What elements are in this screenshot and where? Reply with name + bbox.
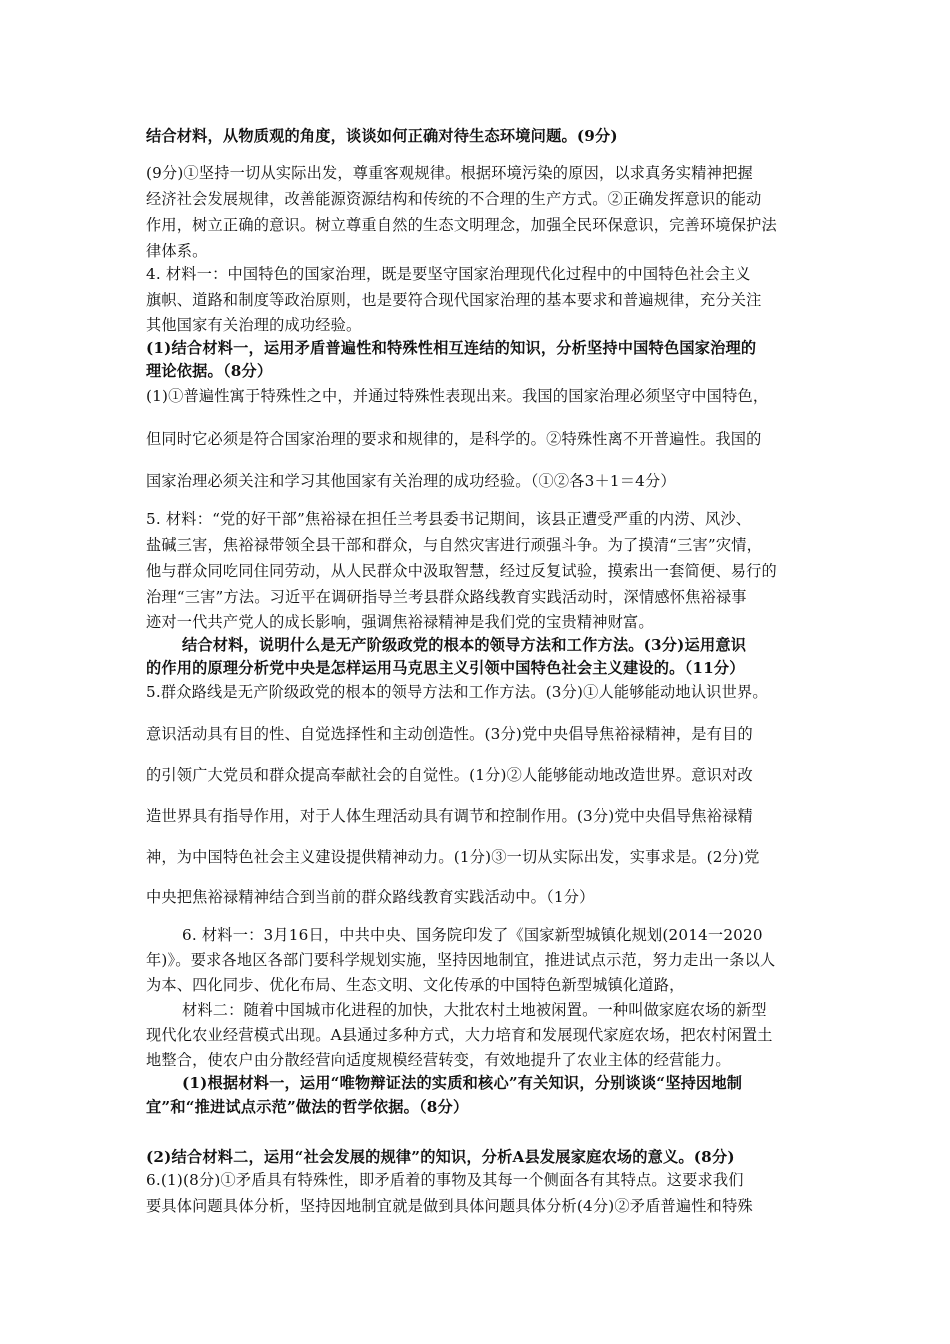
material-5-line-3: 他与群众同吃同住同劳动，从人民群众中汲取智慧，经过反复试验，摸索出一套简便、易行的 bbox=[146, 562, 777, 580]
question-5-prompt-line-2: 的作用的原理分析党中央是怎样运用马克思主义引领中国特色社会主义建设的。（11分） bbox=[146, 659, 745, 677]
material-4-line-1: 4. 材料一：中国特色的国家治理，既是要坚守国家治理现代化过程中的中国特色社会主义 bbox=[146, 265, 751, 283]
answer-3-line-3: 作用，树立正确的意识。树立尊重自然的生态文明理念，加强全民环保意识，完善环境保护法 bbox=[146, 216, 777, 234]
answer-5-line-6: 中央把焦裕禄精神结合到当前的群众路线教育实践活动中。（1分） bbox=[146, 888, 595, 906]
answer-5-line-3: 的引领广大党员和群众提高奉献社会的自觉性。(1分)②人能够能动地改造世界。意识对改 bbox=[146, 766, 753, 784]
answer-4-line-2: 但同时它必须是符合国家治理的要求和规律的，是科学的。②特殊性离不开普遍性。我国的 bbox=[146, 430, 762, 448]
answer-5-line-4: 造世界具有指导作用，对于人体生理活动具有调节和控制作用。(3分)党中央倡导焦裕禄精 bbox=[146, 807, 753, 825]
answer-5-line-2: 意识活动具有目的性、自觉选择性和主动创造性。(3分)党中央倡导焦裕禄精神，是有目的 bbox=[146, 725, 753, 743]
answer-3-line-4: 律体系。 bbox=[146, 242, 208, 260]
question-4-prompt-line-1: (1)结合材料一，运用矛盾普遍性和特殊性相互连结的知识，分析坚持中国特色国家治理的 bbox=[146, 339, 757, 357]
question-6-1-prompt-line-2: 宜”和“推进试点示范”做法的哲学依据。（8分） bbox=[146, 1098, 469, 1116]
answer-6-line-2: 要具体问题具体分析，坚持因地制宜就是做到具体问题具体分析(4分)②矛盾普遍性和特殊 bbox=[146, 1197, 753, 1215]
answer-4-line-3: 国家治理必须关注和学习其他国家有关治理的成功经验。（①②各3＋1＝4分） bbox=[146, 472, 676, 490]
material-6-2-line-3: 地整合，使农户由分散经营向适度规模经营转变，有效地提升了农业主体的经营能力。 bbox=[146, 1051, 731, 1069]
question-6-1-prompt-line-1: (1)根据材料一，运用“唯物辩证法的实质和核心”有关知识，分别谈谈“坚持因地制 bbox=[182, 1074, 743, 1092]
material-4-line-2: 旗帜、道路和制度等政治原则，也是要符合现代国家治理的基本要求和普遍规律，充分关注 bbox=[146, 291, 762, 309]
material-6-line-1: 6. 材料一：3月16日，中共中央、国务院印发了《国家新型城镇化规划(2014一2020 bbox=[182, 926, 763, 944]
question-4-prompt-line-2: 理论依据。（8分） bbox=[146, 362, 273, 380]
material-6-2-line-2: 现代化农业经营模式出现。A县通过多种方式，大力培育和发展现代家庭农场，把农村闲置土 bbox=[146, 1026, 773, 1044]
material-5-line-2: 盐碱三害，焦裕禄带领全县干部和群众，与自然灾害进行顽强斗争。为了摸清“三害”灾情， bbox=[146, 536, 763, 554]
material-5-line-5: 迹对一代共产党人的成长影响，强调焦裕禄精神是我们党的宝贵精神财富。 bbox=[146, 613, 654, 631]
material-4-line-3: 其他国家有关治理的成功经验。 bbox=[146, 316, 362, 334]
answer-6-line-1: 6.(1)(8分)①矛盾具有特殊性，即矛盾着的事物及其每一个侧面各有其特点。这要求我们 bbox=[146, 1171, 744, 1189]
answer-3-line-1: (9分)①坚持一切从实际出发，尊重客观规律。根据环境污染的原因，以求真务实精神把握 bbox=[146, 164, 753, 182]
answer-5-line-5: 神，为中国特色社会主义建设提供精神动力。(1分)③一切从实际出发，实事求是。(2分)党 bbox=[146, 848, 760, 866]
material-5-line-1: 5. 材料：“党的好干部”焦裕禄在担任兰考县委书记期间，该县正遭受严重的内涝、风沙、 bbox=[146, 510, 752, 528]
material-6-line-2: 年)》。要求各地区各部门要科学规划实施，坚持因地制宜，推进试点示范，努力走出一条以人 bbox=[146, 951, 776, 969]
question-5-prompt-line-1: 结合材料，说明什么是无产阶级政党的根本的领导方法和工作方法。(3分)运用意识 bbox=[182, 636, 747, 654]
answer-4-line-1: (1)①普遍性寓于特殊性之中，并通过特殊性表现出来。我国的国家治理必须坚守中国特色， bbox=[146, 387, 769, 405]
answer-3-line-2: 经济社会发展规律，改善能源资源结构和传统的不合理的生产方式。②正确发挥意识的能动 bbox=[146, 190, 762, 208]
question-3-prompt: 结合材料，从物质观的角度，谈谈如何正确对待生态环境问题。(9分) bbox=[146, 127, 618, 145]
material-5-line-4: 治理“三害”方法。习近平在调研指导兰考县群众路线教育实践活动时，深情感怀焦裕禄事 bbox=[146, 588, 747, 606]
answer-5-line-1: 5.群众路线是无产阶级政党的根本的领导方法和工作方法。(3分)①人能够能动地认识世界。 bbox=[146, 683, 768, 701]
question-6-2-prompt: (2)结合材料二，运用“社会发展的规律”的知识，分析A县发展家庭农场的意义。(8分) bbox=[146, 1148, 735, 1166]
material-6-2-line-1: 材料二：随着中国城市化进程的加快，大批农村土地被闲置。一种叫做家庭农场的新型 bbox=[182, 1001, 767, 1019]
material-6-line-3: 为本、四化同步、优化布局、生态文明、文化传承的中国特色新型城镇化道路， bbox=[146, 976, 685, 994]
